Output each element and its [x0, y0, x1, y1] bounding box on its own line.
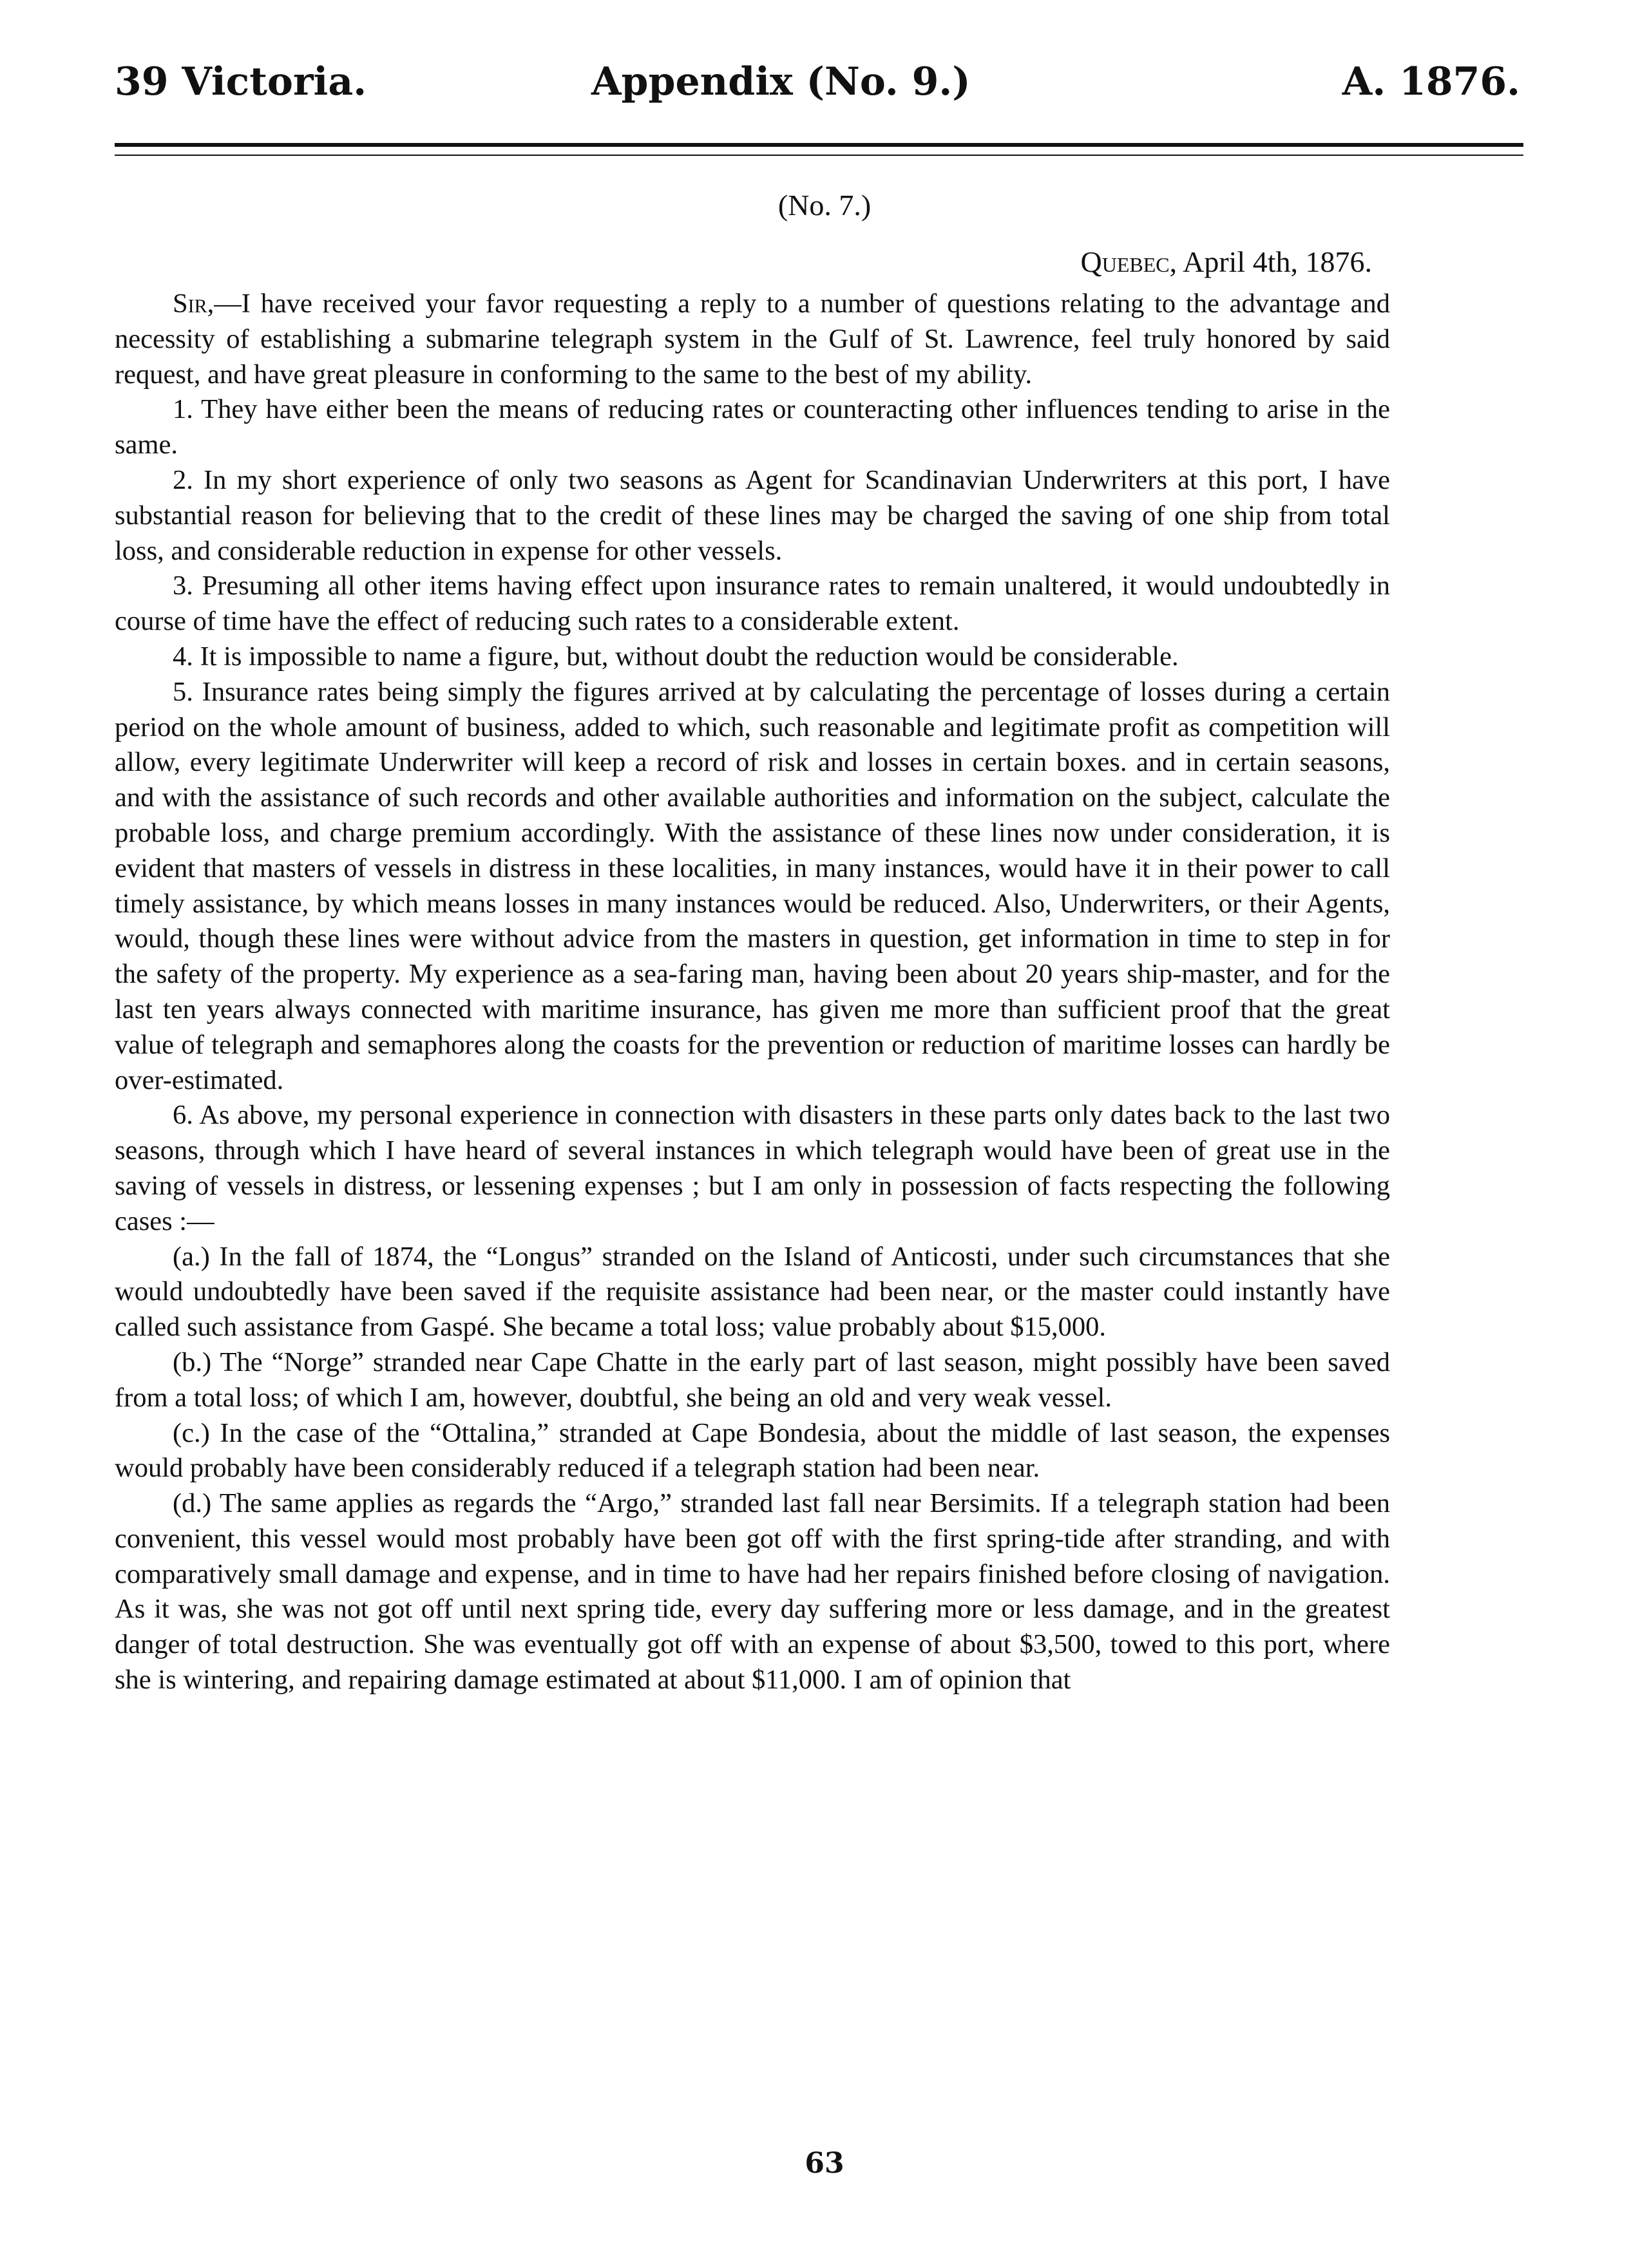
header-year: A. 1876. [1342, 59, 1520, 104]
paragraph-answer-1: 1. They have either been the means of reducing rates or counteracting other influences tending to arise in the same. [115, 394, 1390, 460]
paragraph-case-c: (c.) In the case of the “Ottalina,” stranded at Cape Bondesia, about the middle of last season, the expenses would probably have been considerably reduced if a telegraph station had been near. [115, 1417, 1390, 1484]
header-appendix: Appendix (No. 9.) [591, 59, 971, 104]
paragraph-text: ,—I have received your favor requesting a reply to a number of questions relating to the advantage and necessity of establishing a submarine telegraph system in the Gulf of St. Lawrence, feel truly honored by said request, and have great pleasure in conforming to the same to the best of my ability. [115, 288, 1390, 390]
header-session: 39 Victoria. [115, 59, 367, 104]
paragraph-answer-5: 5. Insurance rates being simply the figures arrived at by calculating the percentage of losses during a certain period on the whole amount of business, added to which, such reasonable and legitimate profit as competition will allow, every legitimate Underwriter will keep a record of risk and losses in certain boxes. and in certain seasons, and with the assistance of such records and other available authorities and information on the subject, calculate the probable loss, and charge premium accordingly. With the assistance of these lines now under consideration, it is evident that masters of vessels in distress in these localities, in many instances, would have it in their power to call timely assistance, by which means losses in many instances would be reduced. Also, Underwriters, or their Agents, would, though these lines were without advice from the masters in question, get information in time to step in for the safety of the property. My experience as a sea-faring man, having been about 20 years ship-master, and for the last ten years always connected with maritime insurance, has given me more than sufficient proof that the great value of telegraph and semaphores along the coasts for the prevention or reduction of maritime losses can hardly be over-estimated. [115, 676, 1390, 1095]
paragraph-case-a: (a.) In the fall of 1874, the “Longus” stranded on the Island of Anticosti, under such circumstances that she would undoubtedly have been saved if the requisite assistance had been near, or the master could instantly have called such assistance from Gaspé. She became a total loss; value probably about $15,000. [115, 1241, 1390, 1343]
letter-body [115, 287, 1390, 1698]
dateline-place: Quebec [1080, 245, 1170, 278]
paragraph-answer-2: 2. In my short experience of only two seasons as Agent for Scandinavian Underwriters at this port, I have substantial reason for believing that to the credit of these lines may be charged the saving of one ship from total loss, and considerable reduction in expense for other vessels. [115, 464, 1390, 566]
dateline [1081, 245, 1372, 279]
page-number: 63 [805, 2147, 844, 2180]
header-rule-thick [115, 143, 1523, 147]
paragraph-case-b: (b.) The “Norge” stranded near Cape Chatte in the early part of last season, might possibly have been saved from a total loss; of which I am, however, doubtful, she being an old and very weak vessel. [115, 1347, 1390, 1413]
header-rule-thin [115, 155, 1523, 156]
paragraph-salutation [115, 287, 1390, 392]
paragraph-answer-3: 3. Presuming all other items having effect upon insurance rates to remain unaltered, it would undoubtedly in course of time have the effect of reducing such rates to a considerable extent. [115, 571, 1390, 637]
paragraph-case-d: (d.) The same applies as regards the “Argo,” stranded last fall near Bersimits. If a telegraph station had been convenient, this vessel would most probably have been got off with the first spring-tide after stranding, and with comparatively small damage and expense, and in time to have had her repairs finished before closing of navigation. As it was, she was not got off until next spring tide, every day suffering more or less damage, and in the greatest danger of total destruction. She was eventually got off with an expense of about $3,500, towed to this port, where she is wintering, and repairing damage estimated at about $11,000. I am of opinion that [115, 1488, 1390, 1696]
letter-number: (No. 7.) [777, 189, 872, 222]
paragraph-answer-6: 6. As above, my personal experience in connection with disasters in these parts only dates back to the last two seasons, through which I have heard of several instances in which telegraph would have been of great use in the saving of vessels in distress, or lessening expenses ; but I am only in possession of facts respecting the following cases :— [115, 1100, 1390, 1236]
salutation: Sir [173, 288, 207, 319]
running-header [115, 59, 1520, 117]
dateline-date: , April 4th, 1876. [1169, 245, 1372, 278]
paragraph-answer-4: 4. It is impossible to name a figure, but, without doubt the reduction would be considerable. [173, 641, 1179, 672]
